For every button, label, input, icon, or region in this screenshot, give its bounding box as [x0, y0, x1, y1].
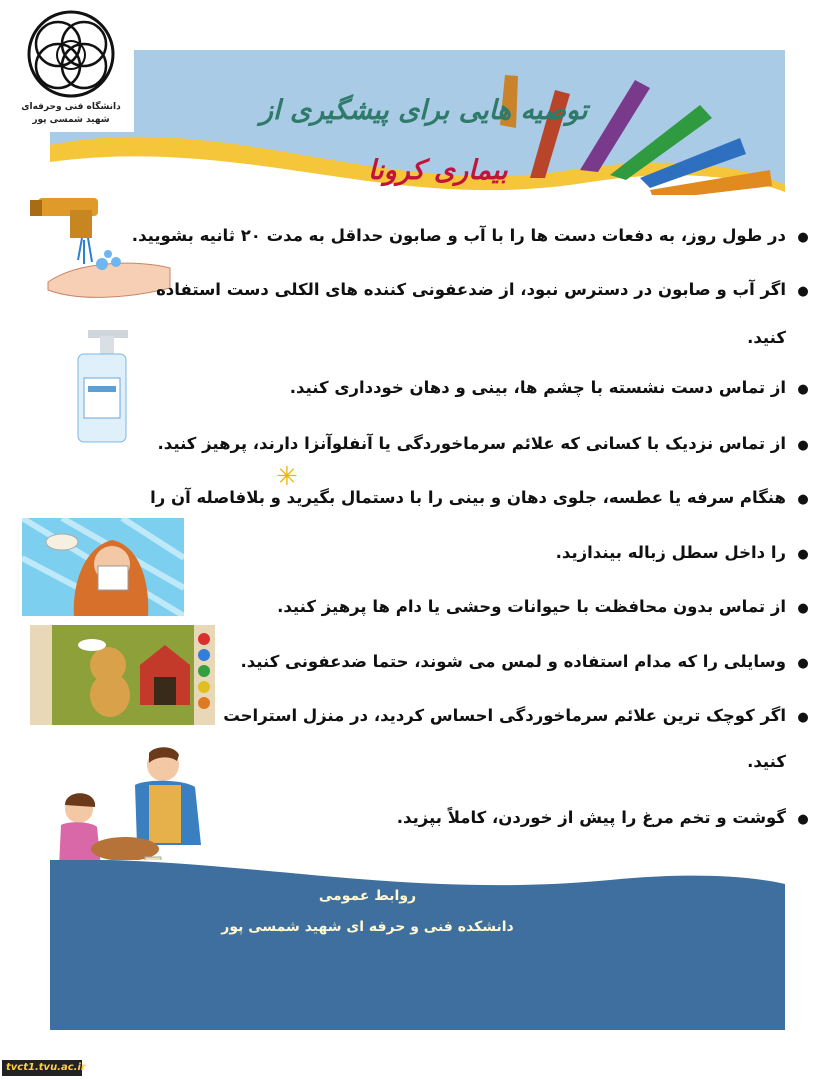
source-url-tag: tvct1.tvu.ac.ir: [2, 1060, 82, 1076]
logo-emblem-icon: [8, 4, 134, 104]
footer-background: [50, 860, 785, 1030]
bullet-icon: ●: [797, 601, 809, 616]
tip-4-text: از تماس نزدیک با کسانی که علائم سرماخوردگی یا آنفلوآنزا دارند، پرهیز کنید.: [157, 434, 786, 453]
tip-1: [132, 226, 814, 245]
tip-2: [156, 280, 814, 299]
tip-3-text: از تماس دست نشسته با چشم ها، بینی و دهان خودداری کنید.: [289, 378, 786, 397]
bullet-icon: ●: [797, 656, 809, 671]
header-banner: [50, 50, 785, 195]
tip-9-continuation: کنید.: [747, 752, 786, 771]
tip-7: [277, 597, 814, 616]
bullet-icon: ●: [797, 230, 809, 245]
tip-10-text: گوشت و تخم مرغ را پیش از خوردن، کاملاً بپزید.: [396, 808, 786, 827]
bullet-icon: ●: [797, 710, 809, 725]
tip-5: [150, 488, 814, 507]
tip-9: [223, 706, 814, 725]
tip-1-text: در طول روز، به دفعات دست ها را با آب و صابون حداقل به مدت ۲۰ ثانیه بشویید.: [131, 226, 786, 245]
tip-5-text: هنگام سرفه یا عطسه، جلوی دهان و بینی را با دستمال بگیرید و بلافاصله آن را: [150, 488, 786, 507]
tip-4: [158, 434, 814, 453]
tip-2-continuation: کنید.: [747, 328, 786, 347]
footer-band: [50, 860, 785, 1030]
poster-title-line2: بیماری کرونا: [368, 155, 508, 186]
bullet-icon: ●: [797, 492, 809, 507]
university-logo: [8, 4, 134, 132]
tip-8: [240, 652, 814, 671]
tip-7-text: از تماس بدون محافظت با حیوانات وحشی یا دام ها پرهیز کنید.: [277, 597, 786, 616]
tip-10: [397, 808, 814, 827]
bullet-icon: ●: [797, 284, 809, 299]
hand-sanitizer-illustration: [70, 330, 140, 445]
bullet-icon: ●: [797, 547, 809, 562]
poster-title-line1: توصیه هایی برای پیشگیری از: [260, 95, 588, 126]
logo-text-line1: دانشگاه فنی وحرفه‌ای: [21, 102, 121, 112]
tip-8-text: وسایلی را که مدام استفاده و لمس می شوند، حتما ضدعفونی کنید.: [240, 652, 786, 671]
dog-game-illustration: [30, 625, 215, 725]
tip-6: [556, 543, 814, 562]
tip-6-text: را داخل سطل زباله بیندازید.: [555, 543, 786, 562]
tip-3: [290, 378, 814, 397]
logo-text-line2: شهید شمسی پور: [32, 115, 110, 125]
tip-9-text: اگر کوچک ترین علائم سرماخوردگی احساس کردید، در منزل استراحت: [223, 706, 786, 725]
footer-department: روابط عمومی: [318, 888, 417, 904]
sparkle-icon: ✳: [276, 462, 298, 492]
bullet-icon: ●: [797, 438, 809, 453]
tip-2-text: اگر آب و صابون در دسترس نبود، از ضدعفونی کننده های الکلی دست استفاده: [156, 280, 786, 299]
bullet-icon: ●: [797, 382, 809, 397]
footer-college: دانشکده فنی و حرفه ای شهید شمسی پور: [221, 919, 514, 935]
sneezing-person-illustration: [22, 518, 184, 616]
bullet-icon: ●: [797, 812, 809, 827]
